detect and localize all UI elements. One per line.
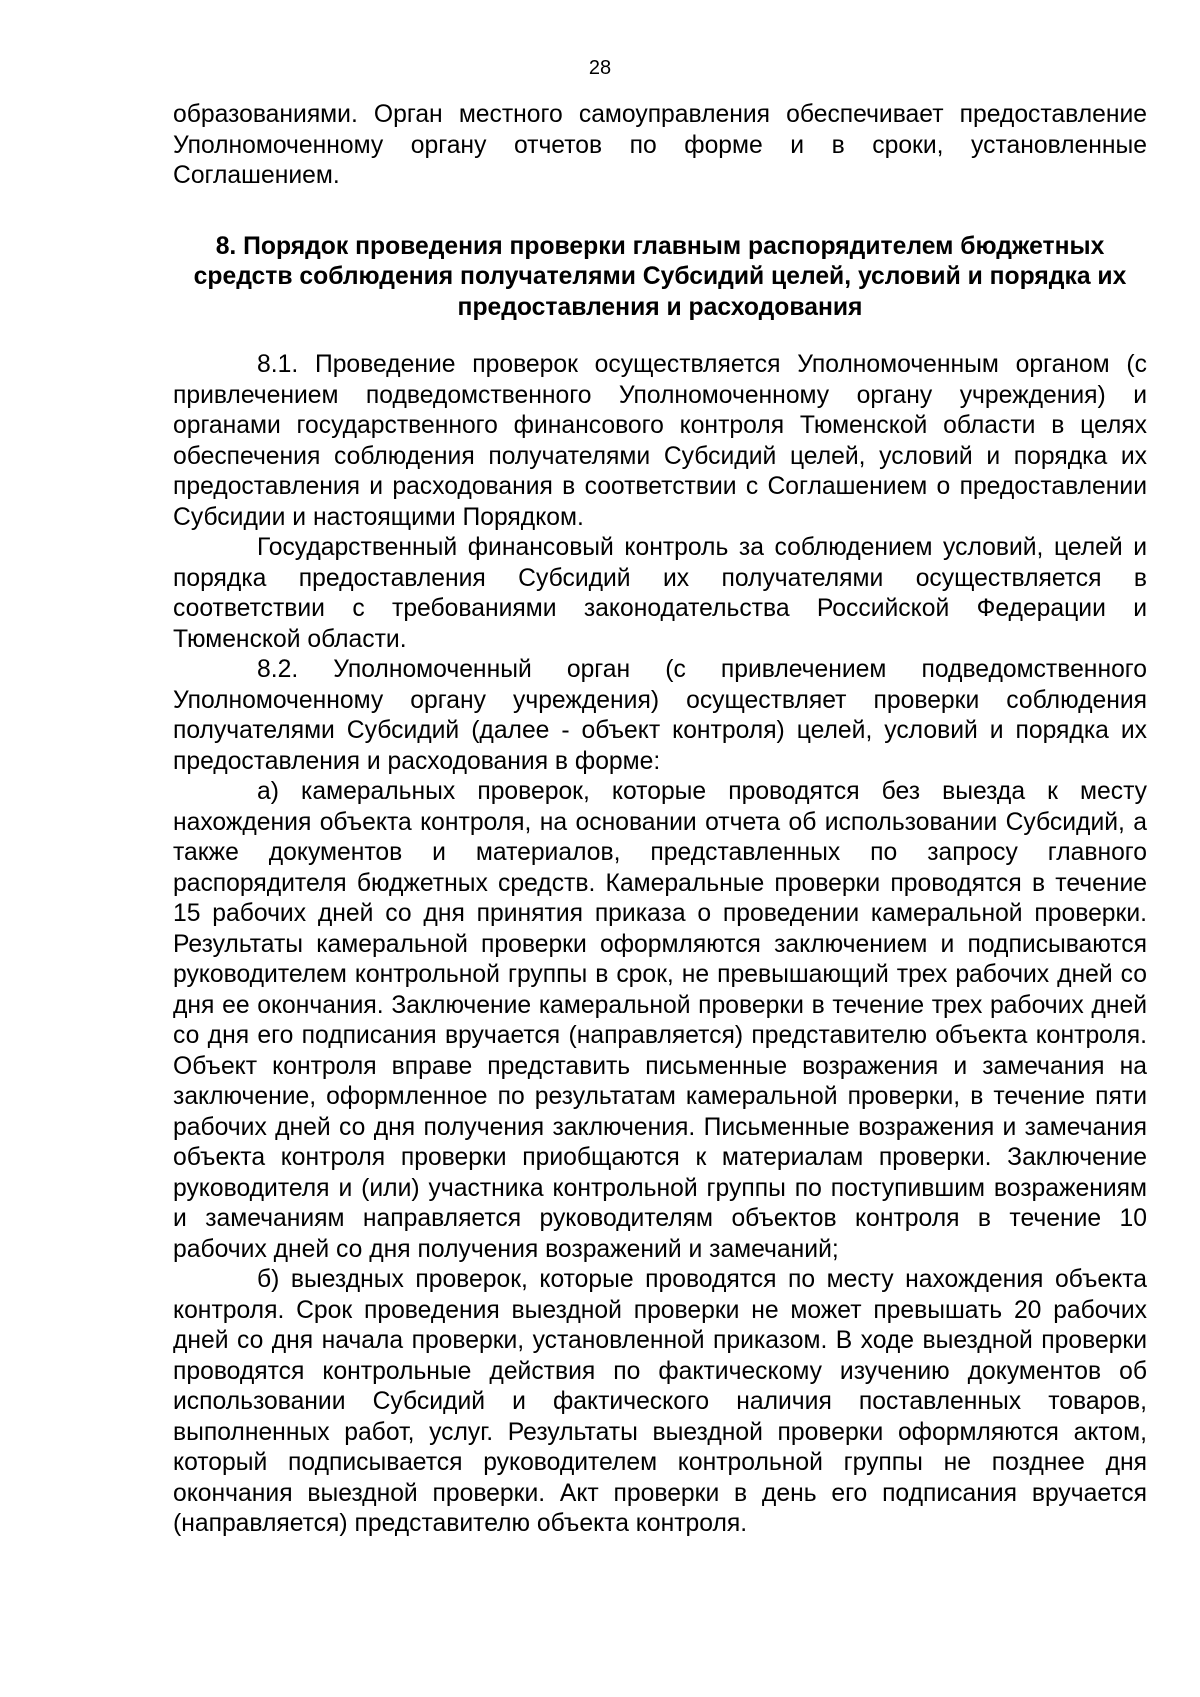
- paragraph-8-1: 8.1. Проведение проверок осуществляется Уполномоченным органом (с привлечением подведомственного Уполномоченному органу учреждения) и органами государственного финансового контроля Тюменской области в целях обеспечения соблюдения получателями Субсидий целей, условий и порядка их предоставления и расходования в соответствии с Соглашением о предоставлении Субсидии и настоящими Порядком.: [173, 351, 1147, 531]
- section-heading: 8. Порядок проведения проверки главным распорядителем бюджетных средств соблюдения получателями Субсидий целей, условий и порядка их предоставления и расходования: [193, 232, 1127, 321]
- document-body: [173, 100, 1147, 1540]
- paragraph-desk-audits: а) камеральных проверок, которые проводятся без выезда к месту нахождения объекта контроля, на основании отчета об использовании Субсидий, а также документов и материалов, представленных по запросу главного распорядителя бюджетных средств. Камеральные проверки проводятся в течение 15 рабочих дней со дня принятия приказа о проведении камеральной проверки. Результаты камеральной проверки оформляются заключением и подписываются руководителем контрольной группы в срок, не превышающий трех рабочих дней со дня ее окончания. Заключение камеральной проверки в течение трех рабочих дней со дня его подписания вручается (направляется) представителю объекта контроля. Объект контроля вправе представить письменные возражения и замечания на заключение, оформленное по результатам камеральной проверки, в течение пяти рабочих дней со дня получения заключения. Письменные возражения и замечания объекта контроля проверки приобщаются к материалам проверки. Заключение руководителя и (или) участника контрольной группы по поступившим возражениям и замечаниям направляется руководителям объектов контроля в течение 10 рабочих дней со дня получения возражений и замечаний;: [173, 778, 1147, 1263]
- paragraph-state-financial-control: Государственный финансовый контроль за соблюдением условий, целей и порядка предоставления Субсидий их получателями осуществляется в соответствии с требованиями законодательства Российской Федерации и Тюменской области.: [173, 534, 1147, 653]
- paragraph-8-2: 8.2. Уполномоченный орган (с привлечением подведомственного Уполномоченному органу учреждения) осуществляет проверки соблюдения получателями Субсидий (далее - объект контроля) целей, условий и порядка их предоставления и расходования в форме:: [173, 656, 1147, 775]
- paragraph-field-audits: б) выездных проверок, которые проводятся по месту нахождения объекта контроля. Срок проведения выездной проверки не может превышать 20 рабочих дней со дня начала проверки, установленной приказом. В ходе выездной проверки проводятся контрольные действия по фактическому изучению документов об использовании Субсидий и фактического наличия поставленных товаров, выполненных работ, услуг. Результаты выездной проверки оформляются актом, который подписывается руководителем контрольной группы не позднее дня окончания выездной проверки. Акт проверки в день его подписания вручается (направляется) представителю объекта контроля.: [173, 1266, 1147, 1537]
- page-number: 28: [588, 57, 612, 79]
- paragraph-continuation: образованиями. Орган местного самоуправления обеспечивает предоставление Уполномоченному органу отчетов по форме и в сроки, установленные Соглашением.: [173, 101, 1147, 189]
